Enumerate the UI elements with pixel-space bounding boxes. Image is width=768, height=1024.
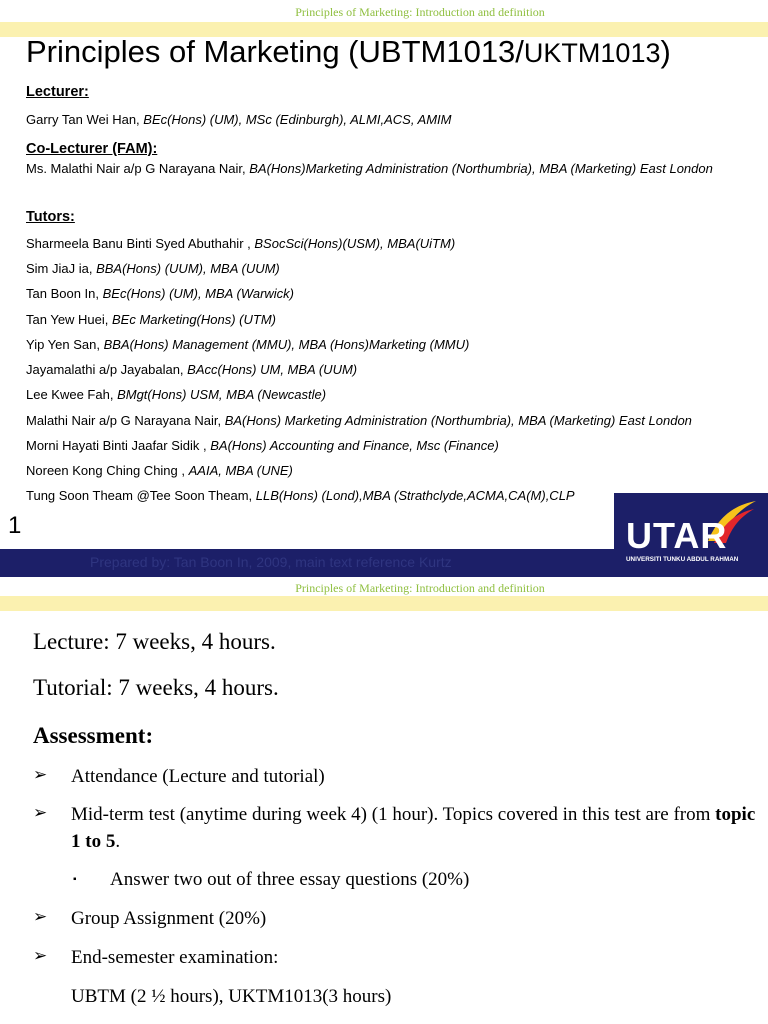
tutor-name: Malathi Nair a/p G Narayana Nair, [26, 413, 225, 428]
page-number: 1 [8, 512, 22, 539]
tutor-line [26, 286, 294, 301]
tutor-line [26, 413, 692, 428]
title-main: Principles of Marketing (UBTM1013/ [26, 34, 524, 69]
group-assignment-item: Group Assignment (20%) [71, 908, 267, 929]
arrow-bullet-icon: ➢ [33, 946, 48, 965]
title-code: UKTM1013 [523, 38, 661, 68]
tutor-quals: BSocSci(Hons)(USM), MBA(UiTM) [254, 236, 456, 251]
footer-text: Prepared by: Tan Boon In, 2009, main text reference Kurtz [90, 554, 452, 570]
end-semester-item: End-semester examination: [71, 947, 279, 968]
midterm-item [71, 801, 761, 855]
midterm-text: Mid-term test (anytime during week 4) (1 hour). Topics covered in this test are from [71, 804, 716, 825]
slide-title [26, 34, 671, 70]
tutor-line [26, 312, 276, 327]
midterm-subitem: Answer two out of three essay questions (20%) [110, 869, 470, 890]
colecturer-name: Ms. Malathi Nair a/p G Narayana Nair, [26, 161, 250, 176]
tutor-name: Jayamalathi a/p Jayabalan, [26, 362, 188, 377]
colecturer-label: Co-Lecturer (FAM): [26, 141, 158, 157]
tutorial-line: Tutorial: 7 weeks, 4 hours. [33, 675, 279, 700]
tutor-line [26, 337, 469, 352]
title-end: ) [660, 34, 671, 69]
logo-subtitle: UNIVERSITI TUNKU ABDUL RAHMAN [626, 556, 739, 563]
attendance-item: Attendance (Lecture and tutorial) [71, 766, 325, 787]
slide-header-text: Principles of Marketing: Introduction and definition [295, 581, 545, 595]
tutor-quals: BBA(Hons) (UUM), MBA (UUM) [96, 261, 280, 276]
tutor-quals: BAcc(Hons) UM, MBA (UUM) [187, 362, 358, 377]
end-semester-detail: UBTM (2 ½ hours), UKTM1013(3 hours) [71, 986, 392, 1007]
tutor-name: Tan Boon In, [26, 286, 103, 301]
arrow-bullet-icon: ➢ [33, 907, 48, 926]
tutor-line [26, 236, 455, 251]
tutor-line [26, 261, 280, 276]
tutor-name: Noreen Kong Ching Ching , [26, 463, 189, 478]
lecturer-quals: BEc(Hons) (UM), MSc (Edinburgh), ALMI,ACS, AMIM [143, 112, 452, 127]
logo-wordmark: UTAR [626, 515, 728, 556]
tutor-line [26, 362, 357, 377]
slide-2 [0, 578, 768, 1024]
tutor-quals: LLB(Hons) (Lond),MBA (Strathclyde,ACMA,CA(M),CLP [255, 488, 575, 503]
tutors-label: Tutors: [26, 209, 75, 225]
tutor-quals: BBA(Hons) Management (MMU), MBA (Hons)Marketing (MMU) [103, 337, 470, 352]
slide-header-text: Principles of Marketing: Introduction and definition [295, 5, 545, 19]
assessment-heading: Assessment: [33, 723, 154, 748]
midterm-end: . [115, 831, 121, 852]
tutor-line [26, 438, 499, 453]
tutor-name: Yip Yen San, [26, 337, 104, 352]
tutor-quals: BA(Hons) Marketing Administration (Northumbria), MBA (Marketing) East London [224, 413, 692, 428]
tutor-quals: BEc Marketing(Hons) (UTM) [112, 312, 276, 327]
tutor-quals: BA(Hons) Accounting and Finance, Msc (Finance) [210, 438, 499, 453]
lecturer-line [26, 112, 452, 127]
tutor-line [26, 488, 575, 503]
tutor-line [26, 463, 293, 478]
lecturer-name: Garry Tan Wei Han, [26, 112, 144, 127]
arrow-bullet-icon: ➢ [33, 765, 48, 784]
tutor-name: Morni Hayati Binti Jaafar Sidik , [26, 438, 211, 453]
colecturer-line [26, 159, 746, 178]
tutor-quals: BEc(Hons) (UM), MBA (Warwick) [102, 286, 295, 301]
colecturer-quals: BA(Hons)Marketing Administration (Northumbria), MBA (Marketing) East London [249, 161, 713, 176]
lecturer-label: Lecturer: [26, 84, 89, 100]
midterm-topics: topic 1 to 5 [71, 804, 756, 852]
tutor-quals: AAIA, MBA (UNE) [188, 463, 293, 478]
arrow-bullet-icon: ➢ [33, 803, 48, 822]
tutor-quals: BMgt(Hons) USM, MBA (Newcastle) [117, 387, 327, 402]
square-bullet-icon: ▪ [73, 874, 77, 885]
tutor-name: Tung Soon Theam @Tee Soon Theam, [26, 488, 256, 503]
tutor-name: Sim JiaJ ia, [26, 261, 97, 276]
tutor-name: Tan Yew Huei, [26, 312, 113, 327]
lecture-line: Lecture: 7 weeks, 4 hours. [33, 629, 276, 654]
tutor-name: Lee Kwee Fah, [26, 387, 118, 402]
utar-logo [614, 493, 768, 575]
slide-header-bar [0, 596, 768, 611]
tutor-name: Sharmeela Banu Binti Syed Abuthahir , [26, 236, 255, 251]
tutor-line [26, 387, 326, 402]
